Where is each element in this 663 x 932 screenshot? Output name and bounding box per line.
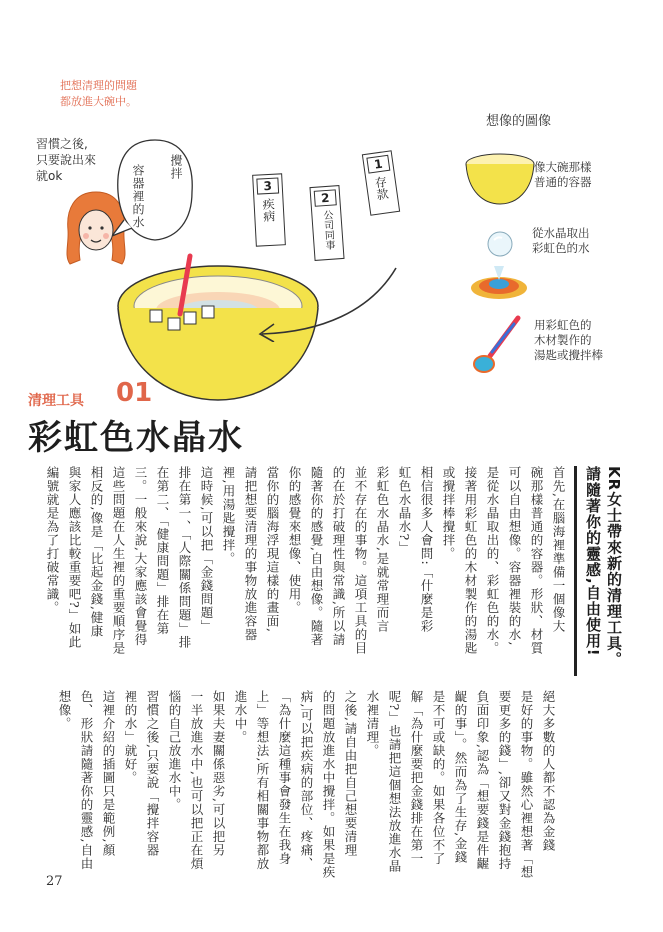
- tag-number: 2: [314, 189, 337, 206]
- page-number: 27: [46, 874, 63, 889]
- text-column: 解「為什麼要把金錢排在第一: [409, 690, 424, 866]
- text-column: 水裡清理。: [365, 690, 380, 758]
- tag-illness: [252, 173, 286, 246]
- text-column: 習慣之後,只要說「攪拌容器: [145, 690, 160, 857]
- arrow-icon: [250, 262, 400, 342]
- text-column: 上」等想法,所有相關事物都放: [255, 690, 270, 871]
- text-column: 是從水晶取出的、彩虹色的水。: [485, 466, 500, 655]
- text-column: 相反的,像是「比起金錢,健康: [89, 466, 104, 638]
- text-column: 首先,在腦海裡準備一個像大: [551, 466, 566, 633]
- speech-line: 就ok: [36, 169, 63, 183]
- note-line: 用彩虹色的: [534, 318, 592, 332]
- text-column: 隨著你的感覺,自由想像。隨著: [309, 466, 324, 647]
- text-column: 絕大多數的人都不認為金錢: [541, 690, 556, 852]
- text-column: 請把想要清理的事物放進容器: [243, 466, 258, 642]
- text-column: 這時候,可以把「金錢問題」: [199, 466, 214, 633]
- text-column: 色、形狀請隨著你的靈感,自由: [79, 690, 94, 871]
- section-label: 清理工具: [28, 393, 84, 409]
- text-column: 碗那樣普通的容器。形狀、材質: [529, 466, 544, 655]
- tag-label: 公司同事: [320, 209, 335, 251]
- speech-line: 習慣之後,: [36, 137, 88, 151]
- note-spoon: [534, 318, 603, 363]
- text-column: 當你的腦海浮現這樣的畫面,: [265, 466, 280, 633]
- speech-text: [36, 136, 96, 184]
- bubble-text-water: 容器裡的水: [131, 164, 145, 229]
- note-crystal: [532, 226, 590, 256]
- headline-rule: [574, 466, 577, 676]
- speech-bubble: [112, 136, 198, 248]
- tag-money: [362, 150, 400, 216]
- note-line: 彩虹色的水: [532, 241, 590, 255]
- text-column: 你的感覺來想像、使用。: [287, 466, 302, 615]
- tag-number: 3: [256, 177, 279, 194]
- text-column: 與家人應該比較重要吧?」如此: [67, 466, 82, 650]
- text-column: 相信很多人會問:「什麼是彩: [419, 466, 434, 634]
- text-column: 惱的自己放進水中。: [167, 690, 182, 812]
- note-line: 普通的容器: [534, 175, 592, 189]
- text-column: 並不存在的事物。這項工具的目: [353, 466, 368, 655]
- body-text-bottom: [53, 690, 559, 896]
- text-column: 可以自由想像。容器裡裝的水,: [507, 466, 522, 647]
- illustration-caption: [60, 78, 137, 110]
- text-column: 呢?」也請把這個想法放進水晶: [387, 690, 402, 874]
- rainbow-spoon-icon: [470, 310, 530, 380]
- tag-label: 疾病: [260, 197, 277, 223]
- text-column: 負面印象,認為「想要錢是件齷: [475, 690, 490, 871]
- text-column: 彩虹色水晶水,是就常理而言: [375, 466, 390, 633]
- text-column: 三。一般來說,大家應該會覺得: [133, 466, 148, 647]
- text-column: 要更多的錢」,卻又對金錢抱持: [497, 690, 512, 871]
- page-title: 彩虹色水晶水: [28, 418, 244, 458]
- text-column: 病,可以把疾病的部位、疼痛、: [299, 690, 314, 871]
- bubble-text-stir: 攪拌: [169, 154, 183, 180]
- note-bowl: [534, 160, 592, 190]
- headline: [582, 466, 624, 676]
- body-text-top: [41, 466, 569, 672]
- text-column: 進水中。: [233, 690, 248, 744]
- section-number: 01: [116, 378, 153, 408]
- caption-line: 都放進大碗中。: [60, 95, 137, 108]
- text-column: 這裡介紹的插圖只是範例,顏: [101, 690, 116, 857]
- text-column: 之後,請自由把自己想要清理: [343, 690, 358, 857]
- text-column: 是不可或缺的。如果各位不了: [431, 690, 446, 866]
- tag-label: 存款: [372, 175, 390, 201]
- tag-number: 1: [366, 155, 390, 174]
- caption-line: 把想清理的問題: [60, 79, 137, 92]
- small-bowl-icon: [460, 150, 540, 210]
- rainbow-water-icon: [466, 262, 532, 302]
- text-column: 如果夫妻關係惡劣,可以把另: [211, 690, 226, 857]
- text-column: 「為什麼這種事會發生在我身: [277, 690, 292, 866]
- text-column: 一半放進水中,也可以把正在煩: [189, 690, 204, 871]
- crystal-ball-icon: [480, 224, 520, 264]
- text-column: 在第二、「健康問題」排在第: [155, 466, 170, 636]
- text-column: 的在於打破理性與常識,所以請: [331, 466, 346, 647]
- headline-line: 請隨著你的靈感,自由使用!: [584, 466, 602, 657]
- text-column: 的問題放進水中攪拌。如果是疾: [321, 690, 336, 879]
- note-line: 木材製作的: [534, 333, 592, 347]
- text-column: 編號就是為了打破常識。: [45, 466, 60, 615]
- speech-line: 只要說出來: [36, 153, 97, 167]
- imagined-image-title: 想像的圖像: [486, 114, 552, 129]
- note-line: 湯匙或攪拌棒: [534, 348, 603, 362]
- note-line: 像大碗那樣: [534, 160, 592, 174]
- text-column: 是好的事物。雖然心裡想著「想: [519, 690, 534, 879]
- text-column: 或攪拌棒攪拌。: [441, 466, 456, 561]
- text-column: 想像。: [57, 690, 72, 731]
- headline-line: KR女士帶來新的清理工具。: [605, 466, 623, 668]
- text-column: 這些問題在人生裡的重要順序是: [111, 466, 126, 655]
- text-column: 裡,用湯匙攪拌。: [221, 466, 236, 566]
- text-column: 虹色水晶水?」: [397, 466, 412, 555]
- text-column: 裡的水」就好。: [123, 690, 138, 785]
- note-line: 從水晶取出: [532, 226, 590, 240]
- text-column: 接著用彩虹色的木材製作的湯匙: [463, 466, 478, 655]
- text-column: 排在第一、「人際關係問題」排: [177, 466, 192, 649]
- text-column: 齪的事」。然而為了生存,金錢: [453, 690, 468, 865]
